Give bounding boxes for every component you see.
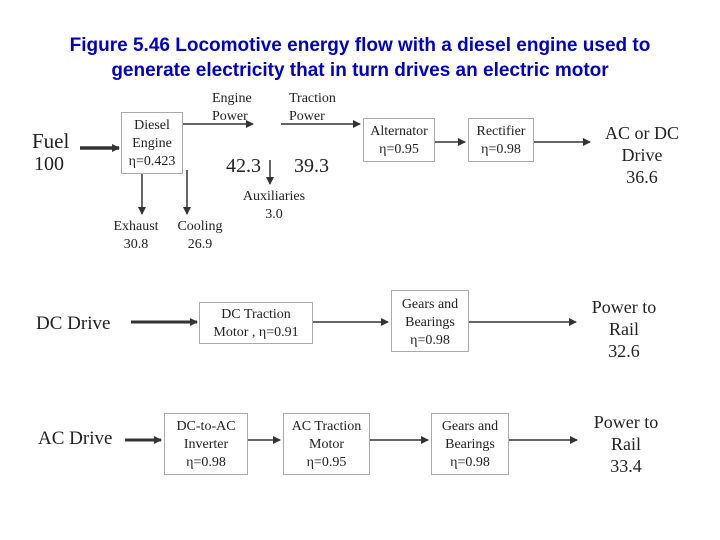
traction-power-value: 39.3	[294, 155, 329, 177]
exhaust	[106, 218, 166, 254]
dc-motor-line1: DC Traction	[221, 307, 291, 322]
dc-to-ac-inverter-box	[164, 413, 248, 475]
ac-power-to-rail	[580, 411, 672, 477]
cooling-label: Cooling	[177, 219, 223, 234]
dc-drive-label: DC Drive	[36, 313, 111, 334]
ac-gears-line1: Gears and	[441, 419, 499, 434]
figure-title-line1: Figure 5.46 Locomotive energy flow with a diesel engine used to	[69, 35, 651, 56]
fuel-value: 100	[34, 153, 64, 175]
inverter-efficiency: η=0.98	[186, 455, 226, 470]
dc-output-value: 32.6	[608, 341, 640, 361]
inverter-line2: Inverter	[183, 437, 229, 452]
auxiliaries-value: 3.0	[265, 207, 283, 222]
dc-traction-motor-box	[199, 302, 313, 344]
dc-output-line1: Power to	[591, 297, 657, 317]
ac-drive-label: AC Drive	[38, 428, 113, 449]
diesel-engine-efficiency: η=0.423	[128, 154, 176, 169]
traction-power-line1: Traction	[289, 91, 336, 106]
alternator-efficiency: η=0.95	[379, 142, 419, 157]
dc-gears-line2: Bearings	[405, 315, 455, 330]
figure-title-line2: generate electricity that in turn drives an electric motor	[111, 60, 609, 81]
dc-power-to-rail	[578, 296, 670, 362]
drive-output-line1: AC or DC	[604, 123, 679, 143]
dc-gears-bearings-box	[391, 290, 469, 352]
ac-traction-motor-box	[283, 413, 370, 475]
inverter-line1: DC-to-AC	[176, 419, 236, 434]
ac-gears-efficiency: η=0.98	[450, 455, 490, 470]
drive-output	[590, 122, 694, 188]
traction-power-line2: Power	[289, 109, 325, 124]
ac-motor-line2: Motor	[309, 437, 344, 452]
alternator-box	[363, 118, 435, 162]
dc-motor-line2: Motor , η=0.91	[213, 325, 299, 340]
ac-output-line2: Rail	[611, 434, 641, 454]
drive-output-value: 36.6	[626, 167, 658, 187]
auxiliaries	[232, 188, 316, 224]
rectifier-box	[468, 118, 534, 162]
ac-gears-line2: Bearings	[445, 437, 495, 452]
diesel-engine-line2: Engine	[132, 136, 172, 151]
rectifier-label: Rectifier	[476, 124, 526, 139]
auxiliaries-label: Auxiliaries	[242, 189, 306, 204]
ac-output-line1: Power to	[593, 412, 659, 432]
exhaust-value: 30.8	[123, 237, 149, 252]
ac-motor-efficiency: η=0.95	[306, 455, 347, 470]
rectifier-efficiency: η=0.98	[481, 142, 521, 157]
exhaust-label: Exhaust	[113, 219, 159, 234]
ac-motor-line1: AC Traction	[291, 419, 362, 434]
drive-output-line2: Drive	[621, 145, 663, 165]
diesel-engine-line1: Diesel	[134, 118, 170, 133]
fuel-label: Fuel	[32, 129, 70, 153]
ac-output-value: 33.4	[610, 456, 642, 476]
engine-power-label	[212, 90, 252, 126]
engine-power-line2: Power	[212, 109, 248, 124]
cooling	[170, 218, 230, 254]
traction-power-label	[289, 90, 336, 126]
cooling-value: 26.9	[187, 237, 213, 252]
dc-gears-line1: Gears and	[401, 297, 459, 312]
engine-power-value: 42.3	[226, 155, 261, 177]
ac-gears-bearings-box	[431, 413, 509, 475]
diesel-engine-box	[121, 112, 183, 174]
engine-power-line1: Engine	[212, 91, 252, 106]
dc-output-line2: Rail	[609, 319, 639, 339]
dc-gears-efficiency: η=0.98	[410, 333, 450, 348]
alternator-label: Alternator	[370, 124, 428, 139]
